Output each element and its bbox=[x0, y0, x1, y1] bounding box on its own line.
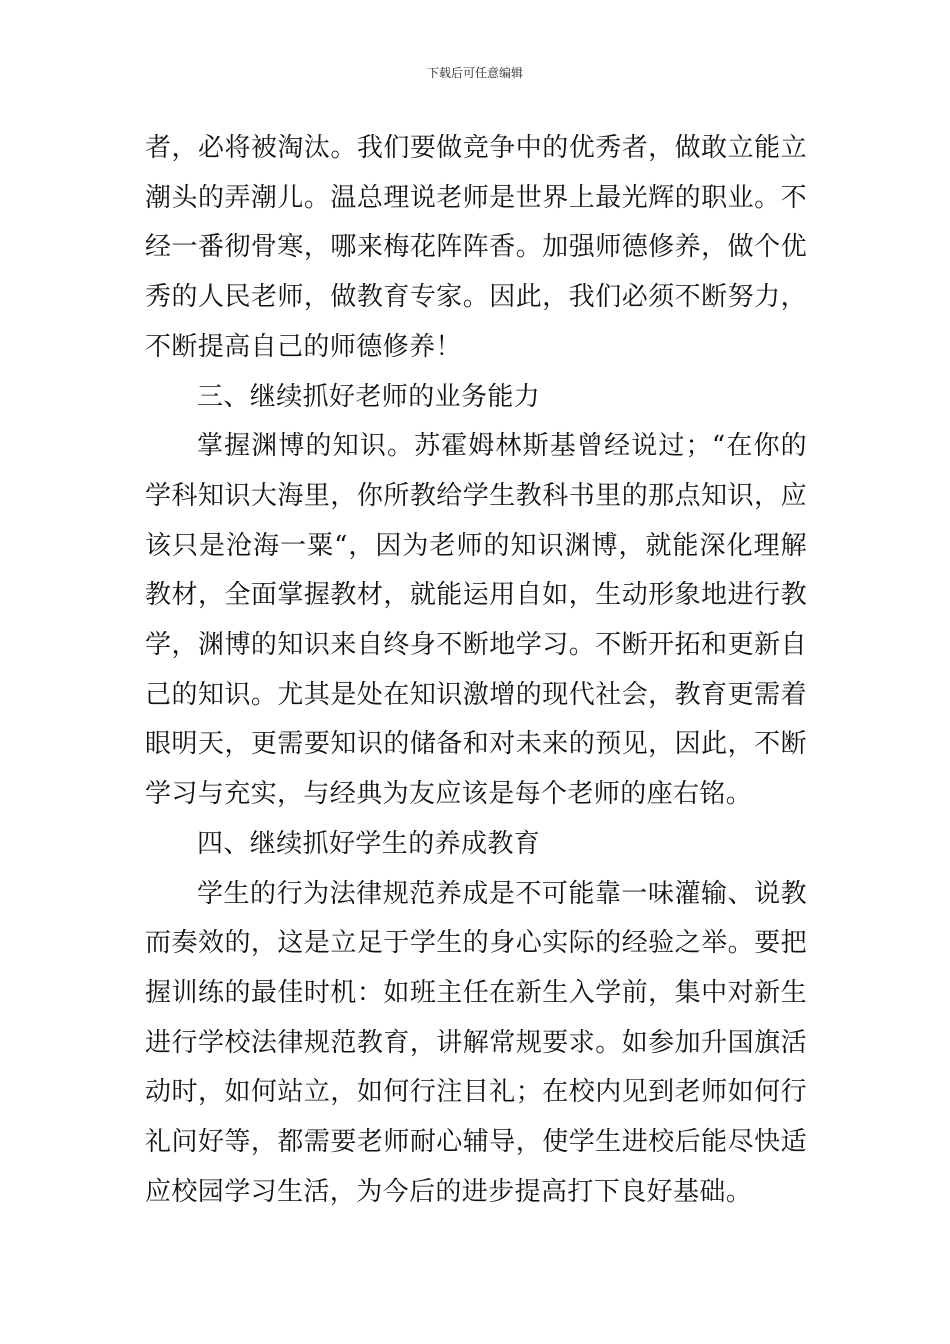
paragraph-knowledge: 掌握渊博的知识。苏霍姆林斯基曾经说过；“在你的学科知识大海里，你所教给学生教科书里的那点知识，应该只是沧海一粟“，因为老师的知识渊博，就能深化理解教材，全面掌握教材，就能运用自如，生动形象地进行教学，渊博的知识来自终身不断地学习。不断开拓和更新自己的知识。尤其是处在知识激增的现代社会，教育更需着眼明天，更需要知识的储备和对未来的预见，因此，不断学习与充实，与经典为友应该是每个老师的座右铭。 bbox=[145, 431, 807, 810]
paragraph-continuation: 者，必将被淘汰。我们要做竞争中的优秀者，做敢立能立潮头的弄潮儿。温总理说老师是世界上最光辉的职业。不经一番彻骨寒，哪来梅花阵阵香。加强师德修养，做个优秀的人民老师，做教育专家。因此，我们必须不断努力，不断提高自己的师德修养！ bbox=[145, 133, 807, 362]
section-heading-4: 四、继续抓好学生的养成教育 bbox=[197, 828, 541, 859]
document-body bbox=[145, 124, 807, 1217]
paragraph-habits: 学生的行为法律规范养成是不可能靠一味灌输、说教而奏效的，这是立足于学生的身心实际的经验之举。要把握训练的最佳时机：如班主任在新生入学前，集中对新生进行学校法律规范教育，讲解常规要求。如参加升国旗活动时，如何站立，如何行注目礼；在校内见到老师如何行礼问好等，都需要老师耐心辅导，使学生进校后能尽快适应校园学习生活，为今后的进步提高打下良好基础。 bbox=[145, 878, 807, 1207]
section-heading-3: 三、继续抓好老师的业务能力 bbox=[197, 381, 541, 412]
page-header: 下载后可任意编辑 bbox=[426, 66, 523, 80]
